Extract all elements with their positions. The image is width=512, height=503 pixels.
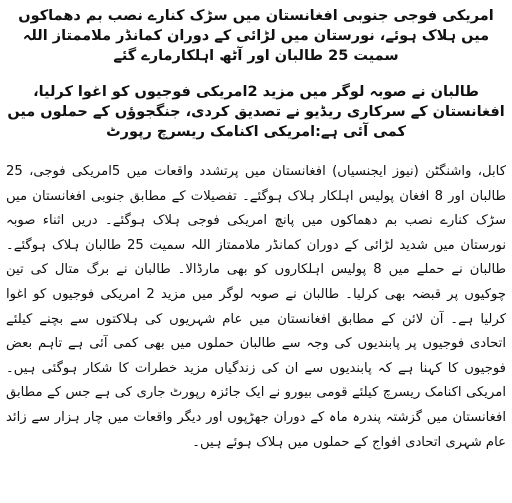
headline-secondary: طالبان نے صوبہ لوگر میں مزید 2امریکی فوجیوں کو اغوا کرلیا، افغانستان کے سرکاری ریڈیو نے تصدیق کردی، جنگجوؤں کے حملوں میں کمی آئی ہے:امریکی اکنامک ریسرچ رپورٹ (7, 84, 505, 140)
headline-primary: امریکی فوجی جنوبی افغانستان میں سڑک کنارے نصب بم دھماکوں میں ہلاک ہوئے، نورستان میں لڑائی کے دوران کمانڈر ملاممتاز اللہ سمیت 25 طالبان اور آٹھ اہلکارمارے گئے (18, 8, 494, 64)
article-body: کابل، واشنگٹن (نیوز ایجنسیاں) افغانستان میں پرتشدد واقعات میں 5امریکی فوجی، 25 طالبان اور 8 افغان پولیس اہلکار ہلاک ہوگئے۔ تفصیلات کے مطابق جنوبی افغانستان میں سڑک کنارے نصب بم دھماکوں میں پانچ امریکی فوجی ہلاک ہوگئے۔ دریں اثناء صوبہ نورستان میں شدید لڑائی کے دوران کمانڈر ملاممتاز اللہ سمیت 25 طالبان ہلاک ہوگئے۔ طالبان نے حملے میں 8 پولیس اہلکاروں کو بھی مارڈالا۔ طالبان نے برگ متال کی تین چوکیوں پر قبضہ بھی کرلیا۔ طالبان نے صوبہ لوگر میں مزید 2 امریکی فوجیوں کو اغوا کرلیا ہے۔ آن لائن کے مطابق افغانستان میں عام شہریوں کی ہلاکتوں سے بچنے کیلئے اتحادی فوجیوں پر پابندیوں کی وجہ سے طالبان حملوں میں بھی کمی آئی ہے تاہم بعض فوجیوں کا کہنا ہے کہ پابندیوں سے ان کی زندگیاں مزید خطرات کا شکار ہوگئی ہیں۔ امریکی اکنامک ریسرچ کیلئے قومی بیورو نے ایک جائزہ رپورٹ جاری کی ہے جس کے مطابق افغانستان میں گزشتہ پندرہ ماہ کے دوران جھڑپوں اور دیگر واقعات میں چار ہزار سے زائد عام شہری اتحادی افواج کے حملوں میں ہلاک ہوئے ہیں۔ (6, 164, 506, 450)
